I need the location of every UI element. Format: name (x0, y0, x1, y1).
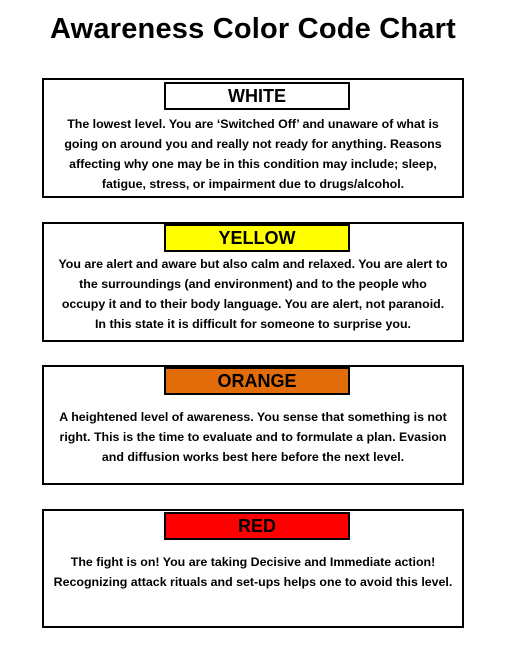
description-line: occupy it and to their body language. You are alert, not paranoid. (61, 297, 445, 311)
level-card-yellow (42, 222, 464, 342)
description-line: A heightened level of awareness. You sense that something is not (59, 410, 447, 424)
page-title: Awareness Color Code Chart (50, 13, 456, 45)
description-line: affecting why one may be in this condition may include; sleep, (69, 157, 437, 171)
level-label-yellow: YELLOW (164, 224, 350, 252)
description-line: The fight is on! You are taking Decisive and Immediate action! (70, 555, 436, 569)
description-line: right. This is the time to evaluate and to formulate a plan. Evasion (59, 430, 447, 444)
level-label-orange: ORANGE (164, 367, 350, 395)
description-line: In this state it is difficult for someone to surprise you. (94, 317, 411, 331)
level-description-orange (48, 407, 458, 467)
level-description-yellow (48, 254, 458, 334)
description-line: Recognizing attack rituals and set-ups helps one to avoid this level. (53, 575, 453, 589)
level-card-red (42, 509, 464, 628)
level-label-red: RED (164, 512, 350, 540)
level-label-white: WHITE (164, 82, 350, 110)
description-line: and diffusion works best here before the next level. (101, 450, 405, 464)
level-description-red (48, 552, 458, 592)
description-line: the surroundings (and environment) and to the people who (79, 277, 427, 291)
description-line: fatigue, stress, or impairment due to drugs/alcohol. (101, 177, 405, 191)
description-line: You are alert and aware but also calm and relaxed. You are alert to (58, 257, 448, 271)
description-line: The lowest level. You are ‘Switched Off’ and unaware of what is (67, 117, 439, 131)
level-description-white (48, 114, 458, 194)
description-line: going on around you and really not ready for anything. Reasons (64, 137, 442, 151)
level-card-white (42, 78, 464, 198)
level-card-orange (42, 365, 464, 485)
